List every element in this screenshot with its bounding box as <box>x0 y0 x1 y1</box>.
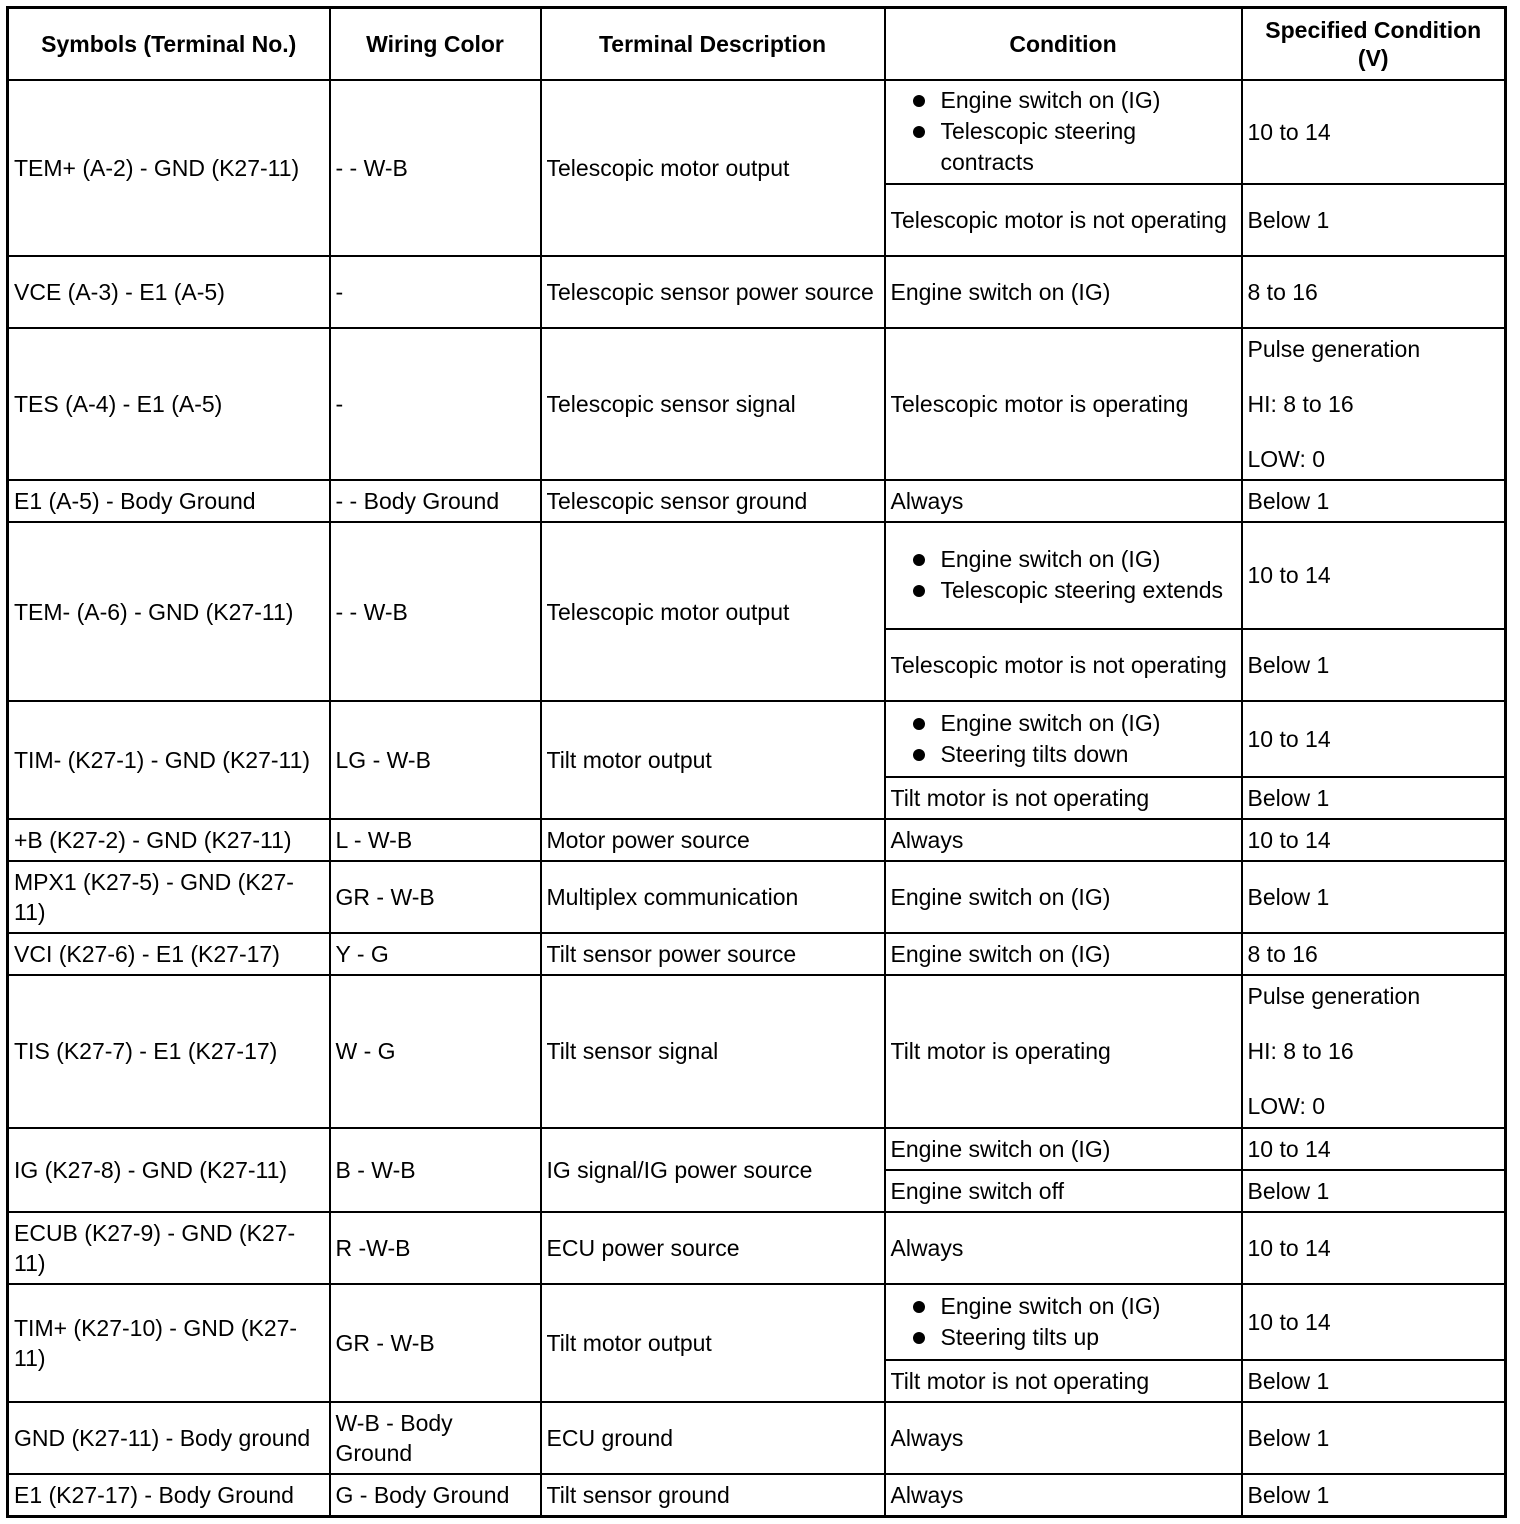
symbol-cell: TIM- (K27-1) - GND (K27-11) <box>8 701 330 819</box>
description-cell: Multiplex communication <box>541 861 885 933</box>
condition-cell: Engine switch on (IG) <box>885 861 1242 933</box>
spec-cell: Below 1 <box>1242 1170 1506 1212</box>
table-row <box>8 1402 1506 1474</box>
description-cell: Telescopic motor output <box>541 80 885 256</box>
wiring-cell: B - W-B <box>330 1128 541 1212</box>
symbol-cell: TES (A-4) - E1 (A-5) <box>8 328 330 480</box>
header-symbols: Symbols (Terminal No.) <box>8 8 330 80</box>
table-row <box>8 819 1506 861</box>
spec-cell: 10 to 14 <box>1242 1128 1506 1170</box>
condition-list <box>891 1291 1236 1353</box>
spec-cell: 10 to 14 <box>1242 80 1506 184</box>
header-specified-condition: Specified Condition (V) <box>1242 8 1506 80</box>
table-row <box>8 1212 1506 1284</box>
condition-cell <box>885 701 1242 777</box>
symbol-cell: VCI (K27-6) - E1 (K27-17) <box>8 933 330 975</box>
wiring-cell: - - W-B <box>330 80 541 256</box>
condition-cell: Tilt motor is operating <box>885 975 1242 1127</box>
pulse-high: HI: 8 to 16 <box>1247 391 1354 418</box>
table-row <box>8 522 1506 628</box>
condition-cell: Engine switch off <box>885 1170 1242 1212</box>
condition-item: Telescopic steering extends <box>891 575 1236 606</box>
spec-cell: 10 to 14 <box>1242 1212 1506 1284</box>
condition-item: Steering tilts up <box>891 1322 1236 1353</box>
spec-cell <box>1242 975 1506 1127</box>
description-cell: Motor power source <box>541 819 885 861</box>
description-cell: Telescopic motor output <box>541 522 885 700</box>
table-row <box>8 1128 1506 1170</box>
table-row <box>8 933 1506 975</box>
terminal-spec-table <box>6 6 1507 1518</box>
pulse-label: Pulse generation <box>1247 336 1421 363</box>
wiring-cell: - <box>330 256 541 328</box>
wiring-cell: Y - G <box>330 933 541 975</box>
condition-cell <box>885 522 1242 628</box>
condition-cell: Engine switch on (IG) <box>885 256 1242 328</box>
symbol-cell: TEM- (A-6) - GND (K27-11) <box>8 522 330 700</box>
table-row <box>8 861 1506 933</box>
condition-cell <box>885 1284 1242 1360</box>
condition-cell: Tilt motor is not operating <box>885 777 1242 819</box>
symbol-cell: VCE (A-3) - E1 (A-5) <box>8 256 330 328</box>
wiring-cell: L - W-B <box>330 819 541 861</box>
condition-cell: Always <box>885 1474 1242 1516</box>
spec-cell: Below 1 <box>1242 480 1506 522</box>
condition-cell: Engine switch on (IG) <box>885 1128 1242 1170</box>
pulse-low: LOW: 0 <box>1247 446 1326 473</box>
symbol-cell: GND (K27-11) - Body ground <box>8 1402 330 1474</box>
pulse-label: Pulse generation <box>1247 983 1421 1010</box>
wiring-cell: - - Body Ground <box>330 480 541 522</box>
spec-cell: Below 1 <box>1242 1360 1506 1402</box>
description-cell: ECU ground <box>541 1402 885 1474</box>
condition-cell: Always <box>885 480 1242 522</box>
wiring-cell: GR - W-B <box>330 1284 541 1402</box>
spec-cell: 10 to 14 <box>1242 819 1506 861</box>
description-cell: Tilt sensor signal <box>541 975 885 1127</box>
condition-item: Engine switch on (IG) <box>891 708 1236 739</box>
table-row <box>8 328 1506 480</box>
header-condition: Condition <box>885 8 1242 80</box>
header-wiring-color: Wiring Color <box>330 8 541 80</box>
condition-cell: Telescopic motor is operating <box>885 328 1242 480</box>
condition-item: Telescopic steering contracts <box>891 116 1236 178</box>
description-cell: Tilt sensor power source <box>541 933 885 975</box>
symbol-cell: E1 (K27-17) - Body Ground <box>8 1474 330 1516</box>
wiring-cell: LG - W-B <box>330 701 541 819</box>
condition-cell: Telescopic motor is not operating <box>885 184 1242 256</box>
spec-cell: 10 to 14 <box>1242 522 1506 628</box>
symbol-cell: MPX1 (K27-5) - GND (K27-11) <box>8 861 330 933</box>
symbol-cell: E1 (A-5) - Body Ground <box>8 480 330 522</box>
condition-item: Engine switch on (IG) <box>891 544 1236 575</box>
description-cell: Tilt motor output <box>541 701 885 819</box>
condition-list <box>891 85 1236 178</box>
condition-list <box>891 708 1236 770</box>
wiring-cell: W - G <box>330 975 541 1127</box>
symbol-cell: TIS (K27-7) - E1 (K27-17) <box>8 975 330 1127</box>
condition-cell <box>885 80 1242 184</box>
spec-cell <box>1242 328 1506 480</box>
spec-cell: Below 1 <box>1242 777 1506 819</box>
spec-cell: Below 1 <box>1242 1474 1506 1516</box>
header-terminal-description: Terminal Description <box>541 8 885 80</box>
condition-item: Steering tilts down <box>891 739 1236 770</box>
description-cell: ECU power source <box>541 1212 885 1284</box>
table-row <box>8 701 1506 777</box>
condition-cell: Telescopic motor is not operating <box>885 629 1242 701</box>
description-cell: Telescopic sensor ground <box>541 480 885 522</box>
condition-item: Engine switch on (IG) <box>891 1291 1236 1322</box>
spec-cell: Below 1 <box>1242 629 1506 701</box>
table-row <box>8 256 1506 328</box>
condition-cell: Always <box>885 1212 1242 1284</box>
table-row <box>8 480 1506 522</box>
wiring-cell: - <box>330 328 541 480</box>
condition-cell: Tilt motor is not operating <box>885 1360 1242 1402</box>
table-row <box>8 80 1506 184</box>
description-cell: IG signal/IG power source <box>541 1128 885 1212</box>
pulse-low: LOW: 0 <box>1247 1093 1326 1120</box>
spec-cell: Below 1 <box>1242 184 1506 256</box>
spec-cell: 8 to 16 <box>1242 933 1506 975</box>
symbol-cell: ECUB (K27-9) - GND (K27-11) <box>8 1212 330 1284</box>
symbol-cell: TEM+ (A-2) - GND (K27-11) <box>8 80 330 256</box>
spec-cell: Below 1 <box>1242 1402 1506 1474</box>
wiring-cell: W-B - Body Ground <box>330 1402 541 1474</box>
wiring-cell: R -W-B <box>330 1212 541 1284</box>
condition-cell: Always <box>885 819 1242 861</box>
description-cell: Tilt sensor ground <box>541 1474 885 1516</box>
description-cell: Telescopic sensor signal <box>541 328 885 480</box>
condition-list <box>891 544 1236 606</box>
description-cell: Telescopic sensor power source <box>541 256 885 328</box>
pulse-high: HI: 8 to 16 <box>1247 1038 1354 1065</box>
condition-item: Engine switch on (IG) <box>891 85 1236 116</box>
spec-cell: 10 to 14 <box>1242 701 1506 777</box>
spec-cell: Below 1 <box>1242 861 1506 933</box>
table-row <box>8 1284 1506 1360</box>
symbol-cell: TIM+ (K27-10) - GND (K27-11) <box>8 1284 330 1402</box>
condition-cell: Engine switch on (IG) <box>885 933 1242 975</box>
symbol-cell: +B (K27-2) - GND (K27-11) <box>8 819 330 861</box>
table-row <box>8 975 1506 1127</box>
description-cell: Tilt motor output <box>541 1284 885 1402</box>
condition-cell: Always <box>885 1402 1242 1474</box>
symbol-cell: IG (K27-8) - GND (K27-11) <box>8 1128 330 1212</box>
table-row <box>8 1474 1506 1516</box>
wiring-cell: G - Body Ground <box>330 1474 541 1516</box>
spec-cell: 8 to 16 <box>1242 256 1506 328</box>
header-row <box>8 8 1506 80</box>
spec-cell: 10 to 14 <box>1242 1284 1506 1360</box>
wiring-cell: GR - W-B <box>330 861 541 933</box>
wiring-cell: - - W-B <box>330 522 541 700</box>
